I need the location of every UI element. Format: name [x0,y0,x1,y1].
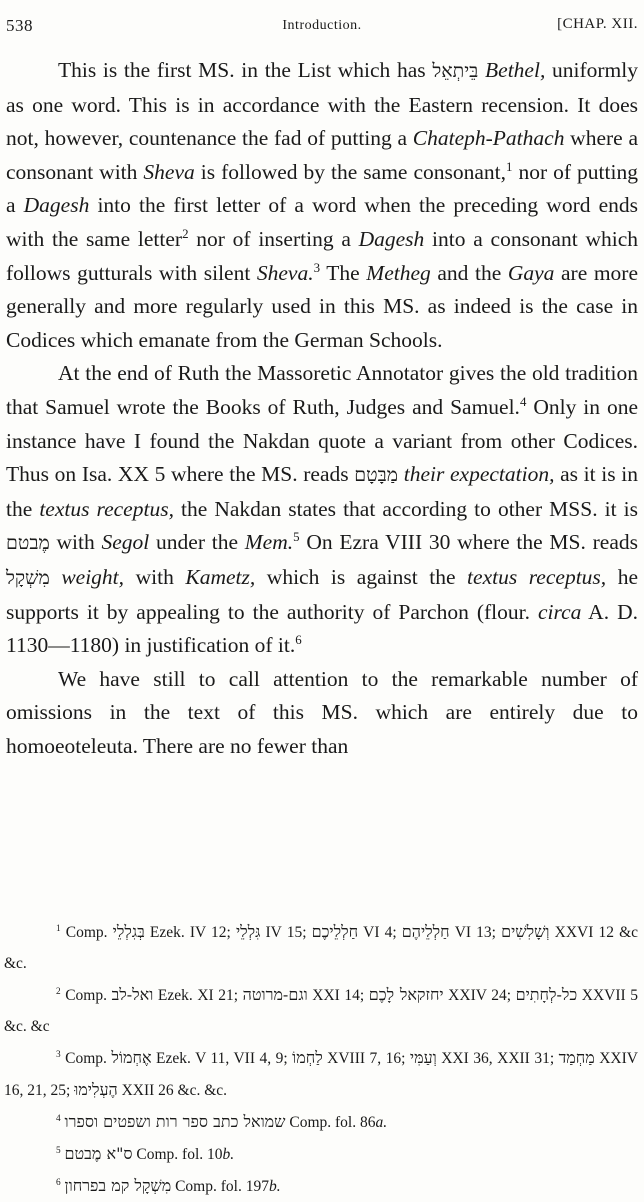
text-run: Only in one instance have I found the Nakdan quote a variant from other Codices. Thus on Isa. XX 5 where the MS. reads [6,394,638,487]
italic-term: textus receptus, [39,496,174,521]
footnote-number: 4 [56,1113,61,1124]
paragraph-3 [6,663,638,764]
text-run: which is against the [255,564,468,589]
hebrew-word: מַבָּטָם [354,464,399,487]
footnote-2 [4,979,638,1042]
page-number: 538 [6,16,33,35]
footnote-number: 2 [56,986,61,997]
paragraph-2 [6,357,638,662]
text-run: Ezek. XI 21; [153,987,243,1004]
footnote-number: 3 [56,1049,61,1060]
text-run: and the [430,260,508,285]
hebrew-quote: ס"א מֶבטם [64,1144,133,1163]
hebrew-word: בֵּיתְאֵל [432,60,479,82]
hebrew-quote: שמואל כתב ספר רות ושפטים וספרו [64,1112,286,1131]
running-title: Introduction. [282,18,362,33]
text-run: he supports it by appealing to the authority of Parchon (flour. [6,564,638,624]
footnote-number: 5 [56,1145,61,1156]
hebrew-word: מֶבטם [6,532,50,555]
text-run: IV 15; [260,924,312,941]
hebrew-word: וְשָׁלִשִׁים [501,922,550,941]
italic-term: Mem. [244,530,294,555]
text-run: XXII 26 &c. &c. [117,1082,228,1099]
text-run: XXIV 24; [443,987,516,1004]
text-run: XXIV 16, 21, 25; [4,1050,638,1099]
text-run: At the end of Ruth the Massoretic Annotator gives the old tradition that Samuel wrote the Books of Ruth, Judges and Samuel. [6,361,638,419]
text-run: where a consonant with [6,126,638,184]
text-run: This is the first MS. in the List which has [58,58,433,82]
italic-term: b. [222,1146,235,1163]
text-run: is followed by the same consonant, [194,159,507,184]
text-run: Ezek. V 11, VII 4, 9; [151,1050,293,1067]
text-run: with [49,530,102,555]
italic-term: textus receptus, [467,564,607,589]
hebrew-word: וְעַמִּי [409,1048,437,1067]
text-run: Comp. fol. 86 [285,1114,376,1131]
italic-term: weight, [61,564,125,589]
text-run: Comp. [60,1050,112,1067]
text-run: into a consonant which follows gutturals with silent [6,226,638,285]
hebrew-word: ואל-לב [111,985,154,1004]
hebrew-word: לַחְמוֹ [292,1048,323,1067]
footnote-4 [4,1106,638,1138]
text-run: the Nakdan states that according to other MSS. it is [173,496,638,521]
italic-term: their expectation, [403,462,555,487]
hebrew-word: גִּלְלֵי [235,922,261,941]
hebrew-word: כל-לְחָתִים [515,985,578,1004]
italic-term: b. [268,1178,281,1195]
italic-term: Dagesh [23,193,90,218]
text-run: VI 4; [358,924,402,941]
text-run: nor of inserting a [188,226,359,251]
footnote-ref[interactable]: 5 [293,530,300,545]
text-run: uniformly as one word. This is in accordance with the Eastern recension. It does not, however, countenance the fad of putting a [6,58,638,151]
paragraph-1 [6,54,638,357]
text-run [50,565,62,589]
hebrew-word: וגם-מרוטה [242,985,308,1004]
hebrew-word: אֶחְמוֹל [111,1048,152,1067]
page-header [6,14,638,40]
footnote-ref[interactable]: 1 [506,159,513,174]
text-run: VI 13; [449,924,502,941]
text-run: Ezek. IV 12; [144,924,236,941]
text-run: as it is in the [6,462,639,521]
italic-term: Gaya [507,260,555,285]
italic-term: Sheva [143,159,195,184]
hebrew-word: הֶעְלִימוּ [74,1080,118,1099]
text-run: into the first letter of a word when the preceding word ends with the same letter [6,193,638,251]
footnote-3 [4,1042,638,1106]
hebrew-word: חַלְלֵיכֶם [311,922,359,941]
text-run: The [320,260,367,285]
italic-term: Segol [101,530,150,555]
italic-term: a. [375,1114,388,1131]
footnote-ref[interactable]: 6 [295,632,302,647]
text-run: Comp. [60,987,112,1004]
main-text [6,54,638,763]
italic-term: circa [537,599,582,624]
text-run: Comp. fol. 197 [171,1178,269,1195]
text-run: XXVI 12 &c &c. [4,924,639,972]
text-run: under the [149,530,245,555]
hebrew-quote: מִשְׁקָל קמ בפרחון [64,1176,172,1195]
footnote-ref[interactable]: 2 [182,226,189,241]
footnote-ref[interactable]: 4 [519,394,527,409]
footnote-ref[interactable]: 3 [313,260,321,275]
text-run: XXI 14; [307,987,369,1004]
footnote-number: 6 [56,1177,61,1188]
text-run: XXVII 5 &c. &c [4,987,638,1035]
footnote-5 [4,1138,638,1170]
footnote-number: 1 [56,923,61,934]
italic-term: Kametz, [185,564,256,589]
text-run: nor of putting a [6,159,638,218]
text-run: Comp. fol. 10 [132,1146,223,1163]
hebrew-word: מִשְׁקָל [6,566,50,589]
footnote-1 [4,916,638,979]
hebrew-word: חַלְלֵיהֶם [401,922,450,941]
italic-term: Sheva. [256,260,314,285]
italic-term: Dagesh [358,226,425,251]
footnote-6 [4,1170,638,1202]
italic-term: Chateph-Pathach [412,126,565,151]
text-run: with [124,564,186,589]
italic-term: Metheg [366,260,431,285]
text-run: Comp. [60,924,113,941]
hebrew-word: בְּגִלְלֵי [112,922,145,941]
text-run: are more generally and more regularly used in this MS. as indeed is the case in Codices which emanate from the German Schools. [6,260,639,352]
hebrew-word: יחזקאל לָכֶם [368,985,444,1004]
text-run: XVIII 7, 16; [322,1050,410,1067]
italic-term: Bethel, [485,58,546,82]
chapter-label: [CHAP. XII. [557,16,638,32]
footnotes [4,916,638,1202]
text-run: A. D. 1130—1180) in justification of it. [6,599,638,658]
hebrew-word: מַחְמַד [558,1048,595,1067]
text-run: On Ezra VIII 30 where the MS. reads [299,530,638,555]
text-run: XXI 36, XXII 31; [436,1050,559,1067]
text-run: We have still to call attention to the remarkable number of omissions in the text of this MS. which are entirely due to homoeoteleuta. There are no fewer than [6,666,638,758]
